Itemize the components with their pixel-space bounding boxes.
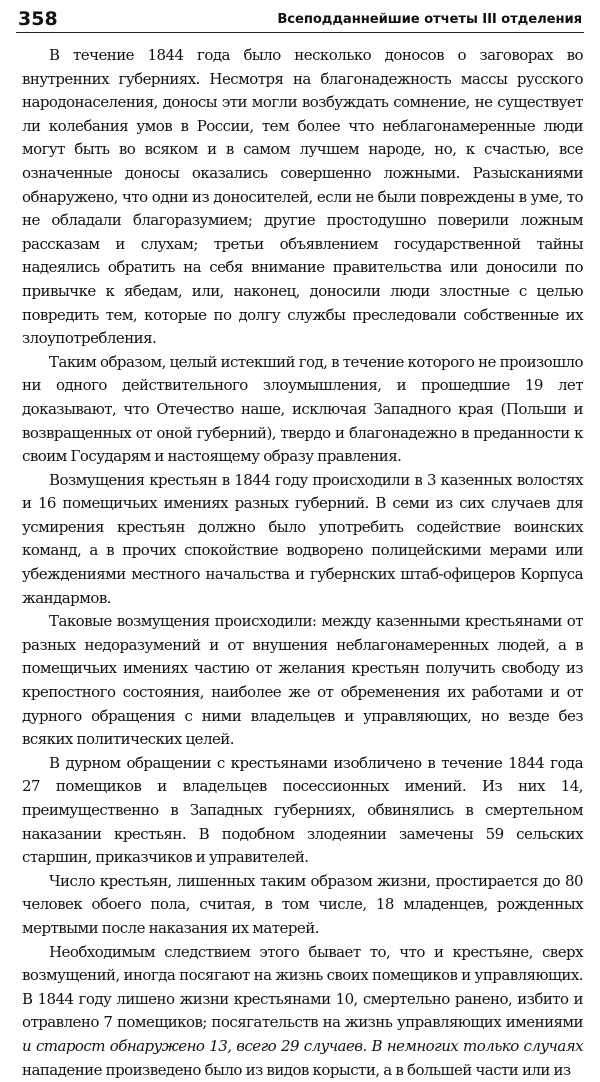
consequences-text-start: Необходимым следствием этого бывает то, что и крестьяне, сверх возмущений, иногда посягают на жизнь своих помещиков и управляющих. В 1844 году лишено жизни крестьянами 10, смертельно ранено, избито и отравлено 7 помещиков; посягательств на жизнь управляющих имениями — [22, 942, 583, 1032]
paragraph-victims-count: Число крестьян, лишенных таким образом жизни, простирается до 80 человек обоего пола, считая, в том числе, 18 младенцев, рожденных мертвыми после наказания их матерей. — [22, 871, 583, 937]
page-number: 358 — [18, 8, 58, 30]
paragraph-unrest-causes: Таковые возмущения происходили: между казенными крестьянами от разных недоразумений и от внушения неблагонамеренных людей, а в помещичьих имениях частию от желания крестьян получить свободу из крепостного состояния, наиболее же от обременения их работами и от дурного обращения с ними владельцев и управляющих, но везде без всяких политических целей. — [22, 612, 583, 749]
paragraph-peasant-unrest: Возмущения крестьян в 1844 году происходили в 3 казенных волостях и 16 помещичьих имениях разных губерний. В семи из сих случаев для усмирения крестьян должно было употребить содействие воинских команд, а в прочих спокойствие водворено полицейскими мерами или убеждениями местного начальства и губернских штаб-офицеров Корпуса жандармов. — [22, 470, 583, 607]
consequences-italic-text: и старост обнаружено 13, всего 29 случаев. В немногих только случаях — [22, 1036, 583, 1055]
paragraph-consequences — [22, 941, 583, 1082]
running-header — [16, 8, 584, 33]
paragraph-conspiracy-reports: В течение 1844 года было несколько доносов о заговорах во внутренних губерниях. Несмотря на благонадежность массы русского народонаселения, доносы эти могли возбуждать сомнение, не существует ли колебания умов в России, тем более что неблагонамеренные люди могут быть во всяком и в самом лучшем народе, но, к счастью, все означенные доносы оказались совершенно ложными. Разысканиями обнаружено, что одни из доносителей, если не были повреждены в уме, то не обладали благоразумием; другие простодушно поверили ложным рассказам и слухам; третьи объявлением государственной тайны надеялись обратить на себя внимание правительства или доносили по привычке к ябедам, или, наконец, доносили люди злостные с целью повредить тем, которые по долгу службы преследовали собственные их злоупотребления. — [22, 46, 583, 348]
body-text — [22, 44, 583, 1082]
running-title: Всеподданнейшие отчеты III отделения — [277, 12, 582, 27]
paragraph-loyalty-conclusion: Таким образом, целый истекший год, в течение которого не произошло ни одного действительного злоумышления, и прошедшие 19 лет доказывают, что Отечество наше, исключая Западного края (Польши и возвращенных от оной губерний), твердо и благонадежно в преданности к своим Государям и настоящему образу правления. — [22, 352, 583, 466]
paragraph-landowner-abuse: В дурном обращении с крестьянами изобличено в течение 1844 года 27 помещиков и владельцев посессионных имений. Из них 14, преимущественно в Западных губерниях, обвинялись в смертельном наказании крестьян. В подобном злодеянии замечены 59 сельских старшин, приказчиков и управителей. — [22, 753, 583, 867]
consequences-text-end: нападение произведено было из видов корысти, а в большей части или из — [22, 1060, 571, 1079]
